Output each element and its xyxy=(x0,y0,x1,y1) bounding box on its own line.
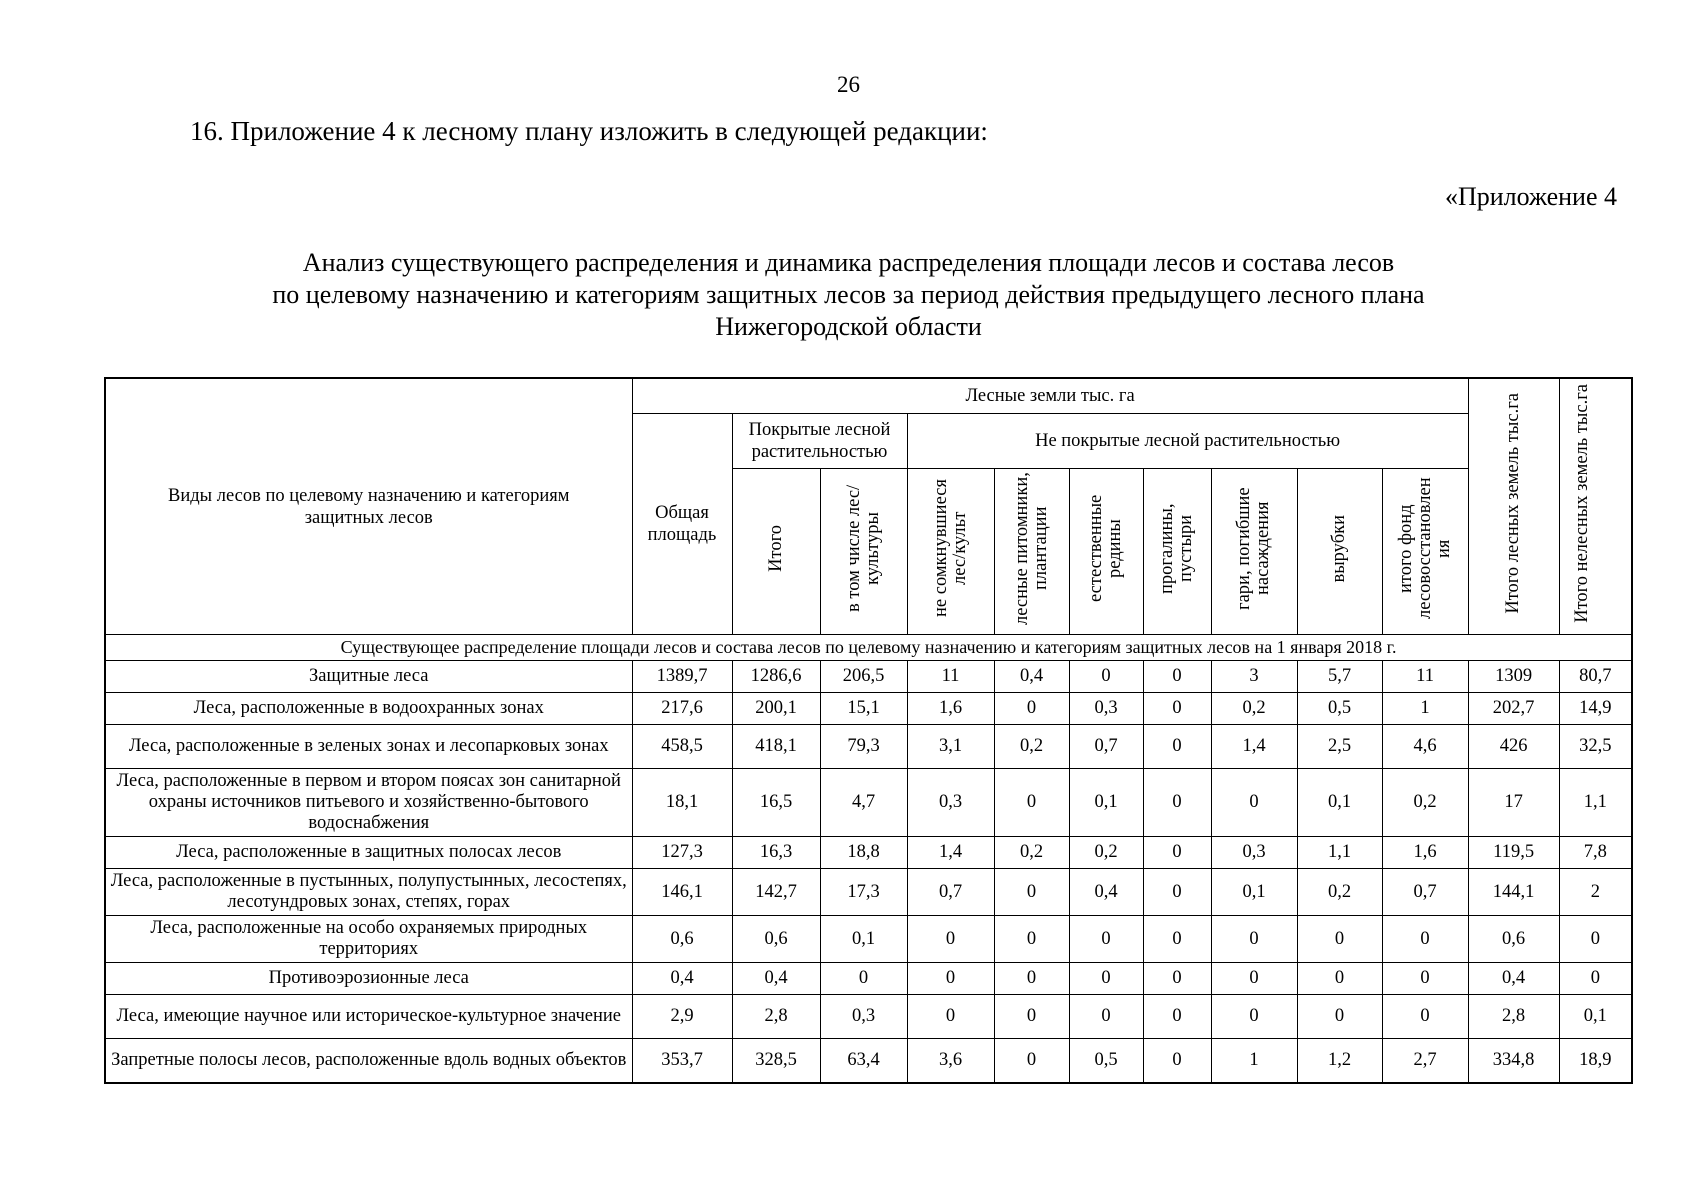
row-value: 0 xyxy=(1069,995,1143,1039)
row-value: 0 xyxy=(1069,916,1143,963)
row-value: 0 xyxy=(1143,916,1211,963)
row-value: 0 xyxy=(1382,963,1468,995)
row-value: 63,4 xyxy=(820,1039,907,1083)
header-total-area: Общая площадь xyxy=(632,414,732,635)
table-row xyxy=(105,869,1632,916)
row-name: Леса, расположенные в зеленых зонах и лесопарковых зонах xyxy=(105,725,632,769)
row-value: 1,1 xyxy=(1297,837,1382,869)
row-value: 32,5 xyxy=(1559,725,1632,769)
row-value: 0,1 xyxy=(1069,769,1143,837)
row-value: 0,4 xyxy=(732,963,820,995)
row-value: 0 xyxy=(1143,869,1211,916)
row-value: 202,7 xyxy=(1468,693,1559,725)
header-total-nonforest-lands xyxy=(1559,378,1632,635)
row-value: 0,3 xyxy=(820,995,907,1039)
row-value: 0 xyxy=(994,995,1069,1039)
header-nc-fund-text: итого фонд лесовосстановлен ия xyxy=(1395,477,1454,620)
row-value: 142,7 xyxy=(732,869,820,916)
table-row xyxy=(105,725,1632,769)
row-value: 0,6 xyxy=(732,916,820,963)
header-nc-cuttings xyxy=(1297,469,1382,635)
row-value: 0,1 xyxy=(1559,995,1632,1039)
row-value: 16,5 xyxy=(732,769,820,837)
row-value: 0,2 xyxy=(1297,869,1382,916)
row-value: 0,6 xyxy=(1468,916,1559,963)
row-value: 0 xyxy=(1143,693,1211,725)
row-value: 144,1 xyxy=(1468,869,1559,916)
header-forest-lands: Лесные земли тыс. га xyxy=(632,378,1468,414)
row-name: Защитные леса xyxy=(105,661,632,693)
title-line-2: по целевому назначению и категориям защитных лесов за период действия предыдущего лесного плана xyxy=(272,280,1425,309)
row-value: 0,7 xyxy=(907,869,994,916)
row-value: 0,6 xyxy=(632,916,732,963)
row-value: 18,8 xyxy=(820,837,907,869)
row-value: 353,7 xyxy=(632,1039,732,1083)
row-value: 0 xyxy=(994,693,1069,725)
row-value: 0 xyxy=(907,995,994,1039)
row-value: 17 xyxy=(1468,769,1559,837)
row-value: 14,9 xyxy=(1559,693,1632,725)
row-value: 2,8 xyxy=(732,995,820,1039)
title-line-1: Анализ существующего распределения и динамика распределения площади лесов и состава лесов xyxy=(302,248,1395,277)
header-covered-total xyxy=(732,469,820,635)
header-nc-cuttings-text: вырубки xyxy=(1329,514,1349,583)
row-name: Леса, расположенные в защитных полосах лесов xyxy=(105,837,632,869)
title-line-3: Нижегородской области xyxy=(715,312,982,341)
row-value: 0,3 xyxy=(1069,693,1143,725)
row-value: 458,5 xyxy=(632,725,732,769)
row-value: 0 xyxy=(1143,1039,1211,1083)
row-value: 0,4 xyxy=(1069,869,1143,916)
header-nc-nurseries xyxy=(994,469,1069,635)
row-value: 328,5 xyxy=(732,1039,820,1083)
row-value: 0 xyxy=(1069,661,1143,693)
row-value: 1,1 xyxy=(1559,769,1632,837)
header-nc-burnt-text: гари, погибшие насаждения xyxy=(1234,487,1273,610)
row-value: 0,4 xyxy=(994,661,1069,693)
row-value: 0,1 xyxy=(820,916,907,963)
row-value: 11 xyxy=(1382,661,1468,693)
document-title xyxy=(0,247,1697,343)
header-forest-types: Виды лесов по целевому назначению и категориям защитных лесов xyxy=(105,378,632,635)
row-value: 18,9 xyxy=(1559,1039,1632,1083)
intro-paragraph: 16. Приложение 4 к лесному плану изложить в следующей редакции: xyxy=(190,116,988,146)
table-row xyxy=(105,837,1632,869)
row-value: 0,2 xyxy=(1069,837,1143,869)
header-nc-nurseries-text: лесные питомники, плантации xyxy=(1011,472,1051,625)
row-value: 119,5 xyxy=(1468,837,1559,869)
row-value: 0 xyxy=(907,916,994,963)
row-value: 0 xyxy=(1211,963,1297,995)
header-nc-sparse-text: естественные редины xyxy=(1086,494,1125,603)
header-nc-sparse xyxy=(1069,469,1143,635)
row-value: 200,1 xyxy=(732,693,820,725)
row-value: 0 xyxy=(907,963,994,995)
row-name: Леса, имеющие научное или историческое-культурное значение xyxy=(105,995,632,1039)
header-covered-cultures xyxy=(820,469,907,635)
row-value: 1,6 xyxy=(907,693,994,725)
row-value: 1 xyxy=(1382,693,1468,725)
table-row xyxy=(105,963,1632,995)
header-total-forest-lands-text: Итого лесных земель тыс.га xyxy=(1503,393,1524,614)
row-value: 80,7 xyxy=(1559,661,1632,693)
row-value: 2,5 xyxy=(1297,725,1382,769)
row-value: 3,1 xyxy=(907,725,994,769)
header-covered-cultures-text: в том числе лес/культуры xyxy=(843,484,883,613)
row-value: 127,3 xyxy=(632,837,732,869)
row-value: 0 xyxy=(994,1039,1069,1083)
header-total-forest-lands xyxy=(1468,378,1559,635)
row-value: 0 xyxy=(1297,963,1382,995)
row-value: 0 xyxy=(994,769,1069,837)
row-value: 1 xyxy=(1211,1039,1297,1083)
row-value: 0,2 xyxy=(994,725,1069,769)
row-value: 2,7 xyxy=(1382,1039,1468,1083)
row-value: 17,3 xyxy=(820,869,907,916)
row-value: 418,1 xyxy=(732,725,820,769)
row-value: 0 xyxy=(994,963,1069,995)
header-nc-unclosed xyxy=(907,469,994,635)
table-row xyxy=(105,661,1632,693)
row-name: Леса, расположенные на особо охраняемых природных территориях xyxy=(105,916,632,963)
row-value: 0 xyxy=(1382,916,1468,963)
row-value: 0 xyxy=(1211,769,1297,837)
row-value: 0 xyxy=(1143,725,1211,769)
table-row xyxy=(105,769,1632,837)
row-value: 0,2 xyxy=(1382,769,1468,837)
row-value: 1389,7 xyxy=(632,661,732,693)
row-value: 0,1 xyxy=(1211,869,1297,916)
forest-distribution-table xyxy=(104,377,1633,1084)
row-value: 2,9 xyxy=(632,995,732,1039)
row-value: 0 xyxy=(994,916,1069,963)
row-value: 0 xyxy=(1069,963,1143,995)
row-value: 217,6 xyxy=(632,693,732,725)
row-value: 18,1 xyxy=(632,769,732,837)
section-row xyxy=(105,635,1632,661)
row-value: 146,1 xyxy=(632,869,732,916)
header-nc-unclosed-text: не сомкнувшиеся лес/культ xyxy=(930,479,970,618)
row-value: 0,3 xyxy=(907,769,994,837)
row-value: 4,7 xyxy=(820,769,907,837)
row-name: Леса, расположенные в водоохранных зонах xyxy=(105,693,632,725)
header-nc-fund xyxy=(1382,469,1468,635)
row-value: 0 xyxy=(1143,769,1211,837)
table-row xyxy=(105,995,1632,1039)
row-value: 0 xyxy=(1143,661,1211,693)
row-value: 15,1 xyxy=(820,693,907,725)
page-number: 26 xyxy=(837,72,860,97)
row-value: 0,5 xyxy=(1069,1039,1143,1083)
row-value: 1286,6 xyxy=(732,661,820,693)
row-value: 7,8 xyxy=(1559,837,1632,869)
row-value: 0 xyxy=(1143,995,1211,1039)
row-value: 0 xyxy=(820,963,907,995)
row-value: 0 xyxy=(1559,963,1632,995)
row-value: 0,3 xyxy=(1211,837,1297,869)
row-value: 0,1 xyxy=(1297,769,1382,837)
row-value: 334,8 xyxy=(1468,1039,1559,1083)
row-value: 1,2 xyxy=(1297,1039,1382,1083)
row-value: 16,3 xyxy=(732,837,820,869)
row-value: 0,2 xyxy=(1211,693,1297,725)
row-name: Леса, расположенные в пустынных, полупустынных, лесостепях, лесотундровых зонах, степях, горах xyxy=(105,869,632,916)
header-covered-total-text: Итого xyxy=(765,525,786,572)
row-value: 0,7 xyxy=(1069,725,1143,769)
row-value: 5,7 xyxy=(1297,661,1382,693)
header-total-nonforest-lands-text: Итого нелесных земель тыс.га xyxy=(1572,384,1593,623)
row-value: 0 xyxy=(1559,916,1632,963)
row-value: 2,8 xyxy=(1468,995,1559,1039)
row-value: 0 xyxy=(1297,916,1382,963)
header-nc-burnt xyxy=(1211,469,1297,635)
row-value: 206,5 xyxy=(820,661,907,693)
row-value: 0,5 xyxy=(1297,693,1382,725)
row-value: 0,7 xyxy=(1382,869,1468,916)
row-value: 0 xyxy=(1211,916,1297,963)
table-row xyxy=(105,693,1632,725)
section-title: Существующее распределение площади лесов и состава лесов по целевому назначению и категориям защитных лесов на 1 января 2018 г. xyxy=(105,635,1632,661)
table-row xyxy=(105,1039,1632,1083)
header-covered: Покрытые лесной растительностью xyxy=(732,414,907,469)
row-value: 0,4 xyxy=(1468,963,1559,995)
row-value: 0 xyxy=(1143,963,1211,995)
row-value: 1,4 xyxy=(907,837,994,869)
row-value: 0 xyxy=(1297,995,1382,1039)
row-name: Запретные полосы лесов, расположенные вдоль водных объектов xyxy=(105,1039,632,1083)
header-nc-glades xyxy=(1143,469,1211,635)
row-value: 0,2 xyxy=(994,837,1069,869)
row-value: 0 xyxy=(1211,995,1297,1039)
row-value: 4,6 xyxy=(1382,725,1468,769)
row-value: 0 xyxy=(1382,995,1468,1039)
appendix-label: «Приложение 4 xyxy=(1444,182,1617,211)
row-value: 0 xyxy=(994,869,1069,916)
header-nc-glades-text: прогалины, пустыри xyxy=(1157,503,1196,594)
row-name: Леса, расположенные в первом и втором поясах зон санитарной охраны источников питьевого и хозяйственно-бытового водоснабжения xyxy=(105,769,632,837)
row-value: 79,3 xyxy=(820,725,907,769)
row-value: 1,6 xyxy=(1382,837,1468,869)
row-value: 3 xyxy=(1211,661,1297,693)
row-value: 0 xyxy=(1143,837,1211,869)
row-value: 1309 xyxy=(1468,661,1559,693)
row-name: Противоэрозионные леса xyxy=(105,963,632,995)
header-not-covered: Не покрытые лесной растительностью xyxy=(907,414,1468,469)
row-value: 11 xyxy=(907,661,994,693)
row-value: 2 xyxy=(1559,869,1632,916)
row-value: 3,6 xyxy=(907,1039,994,1083)
table-row xyxy=(105,916,1632,963)
table-body xyxy=(105,635,1632,1083)
row-value: 0,4 xyxy=(632,963,732,995)
row-value: 1,4 xyxy=(1211,725,1297,769)
row-value: 426 xyxy=(1468,725,1559,769)
